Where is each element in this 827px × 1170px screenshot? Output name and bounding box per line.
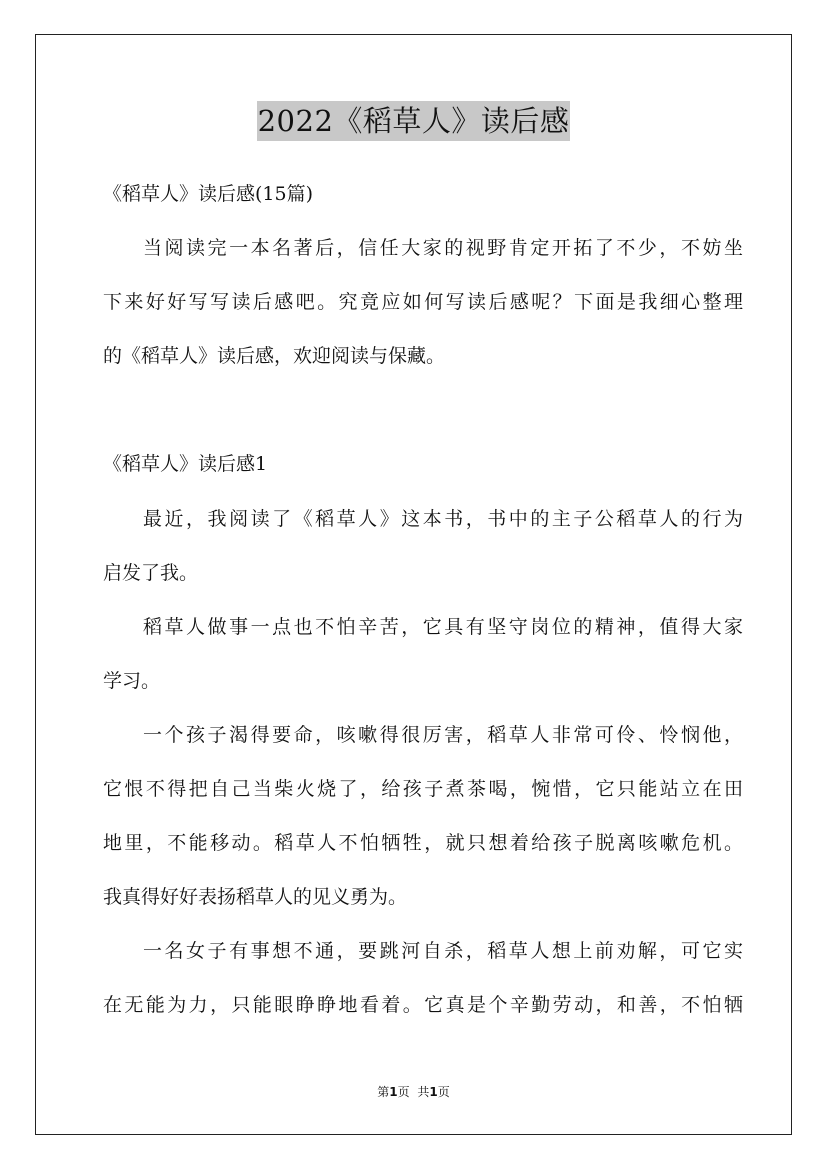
paragraph-line: 一个孩子渴得要命，咳嗽得很厉害，稻草人非常可伶、怜悯他， bbox=[143, 724, 743, 746]
subtitle: 《稻草人》读后感(15篇) bbox=[103, 183, 314, 205]
page-prefix: 第 bbox=[377, 1085, 390, 1099]
page-number: 1 bbox=[389, 1085, 398, 1099]
page-footer bbox=[0, 1083, 827, 1100]
title-container bbox=[0, 101, 827, 141]
intro-line: 下来好好写写读后感吧。究竟应如何写读后感呢？下面是我细心整理 bbox=[103, 291, 743, 313]
document-title: 2022《稻草人》读后感 bbox=[257, 101, 571, 141]
paragraph-line: 地里，不能移动。稻草人不怕牺牲，就只想着给孩子脱离咳嗽危机。 bbox=[103, 832, 743, 854]
paragraph-line: 启发了我。 bbox=[103, 562, 199, 584]
intro-line: 的《稻草人》读后感，欢迎阅读与保藏。 bbox=[103, 345, 446, 367]
paragraph-line: 在无能为力，只能眼睁睁地看着。它真是个辛勤劳动，和善，不怕牺 bbox=[103, 994, 743, 1016]
paragraph-line: 一名女子有事想不通，要跳河自杀，稻草人想上前劝解，可它实 bbox=[143, 940, 743, 962]
total-prefix: 共 bbox=[417, 1085, 430, 1099]
page-suffix: 页 bbox=[397, 1085, 410, 1099]
paragraph-line: 我真得好好表扬稻草人的见义勇为。 bbox=[103, 886, 408, 908]
paragraph-line: 最近，我阅读了《稻草人》这本书，书中的主子公稻草人的行为 bbox=[143, 508, 743, 530]
total-suffix: 页 bbox=[437, 1085, 450, 1099]
paragraph-line: 稻草人做事一点也不怕辛苦，它具有坚守岗位的精神，值得大家 bbox=[143, 616, 743, 638]
paragraph-line: 它恨不得把自己当柴火烧了，给孩子煮茶喝，惋惜，它只能站立在田 bbox=[103, 778, 743, 800]
page-total: 1 bbox=[429, 1085, 438, 1099]
paragraph-line: 学习。 bbox=[103, 670, 161, 692]
section-heading: 《稻草人》读后感1 bbox=[103, 453, 268, 475]
intro-line: 当阅读完一本名著后，信任大家的视野肯定开拓了不少，不妨坐 bbox=[143, 237, 743, 259]
